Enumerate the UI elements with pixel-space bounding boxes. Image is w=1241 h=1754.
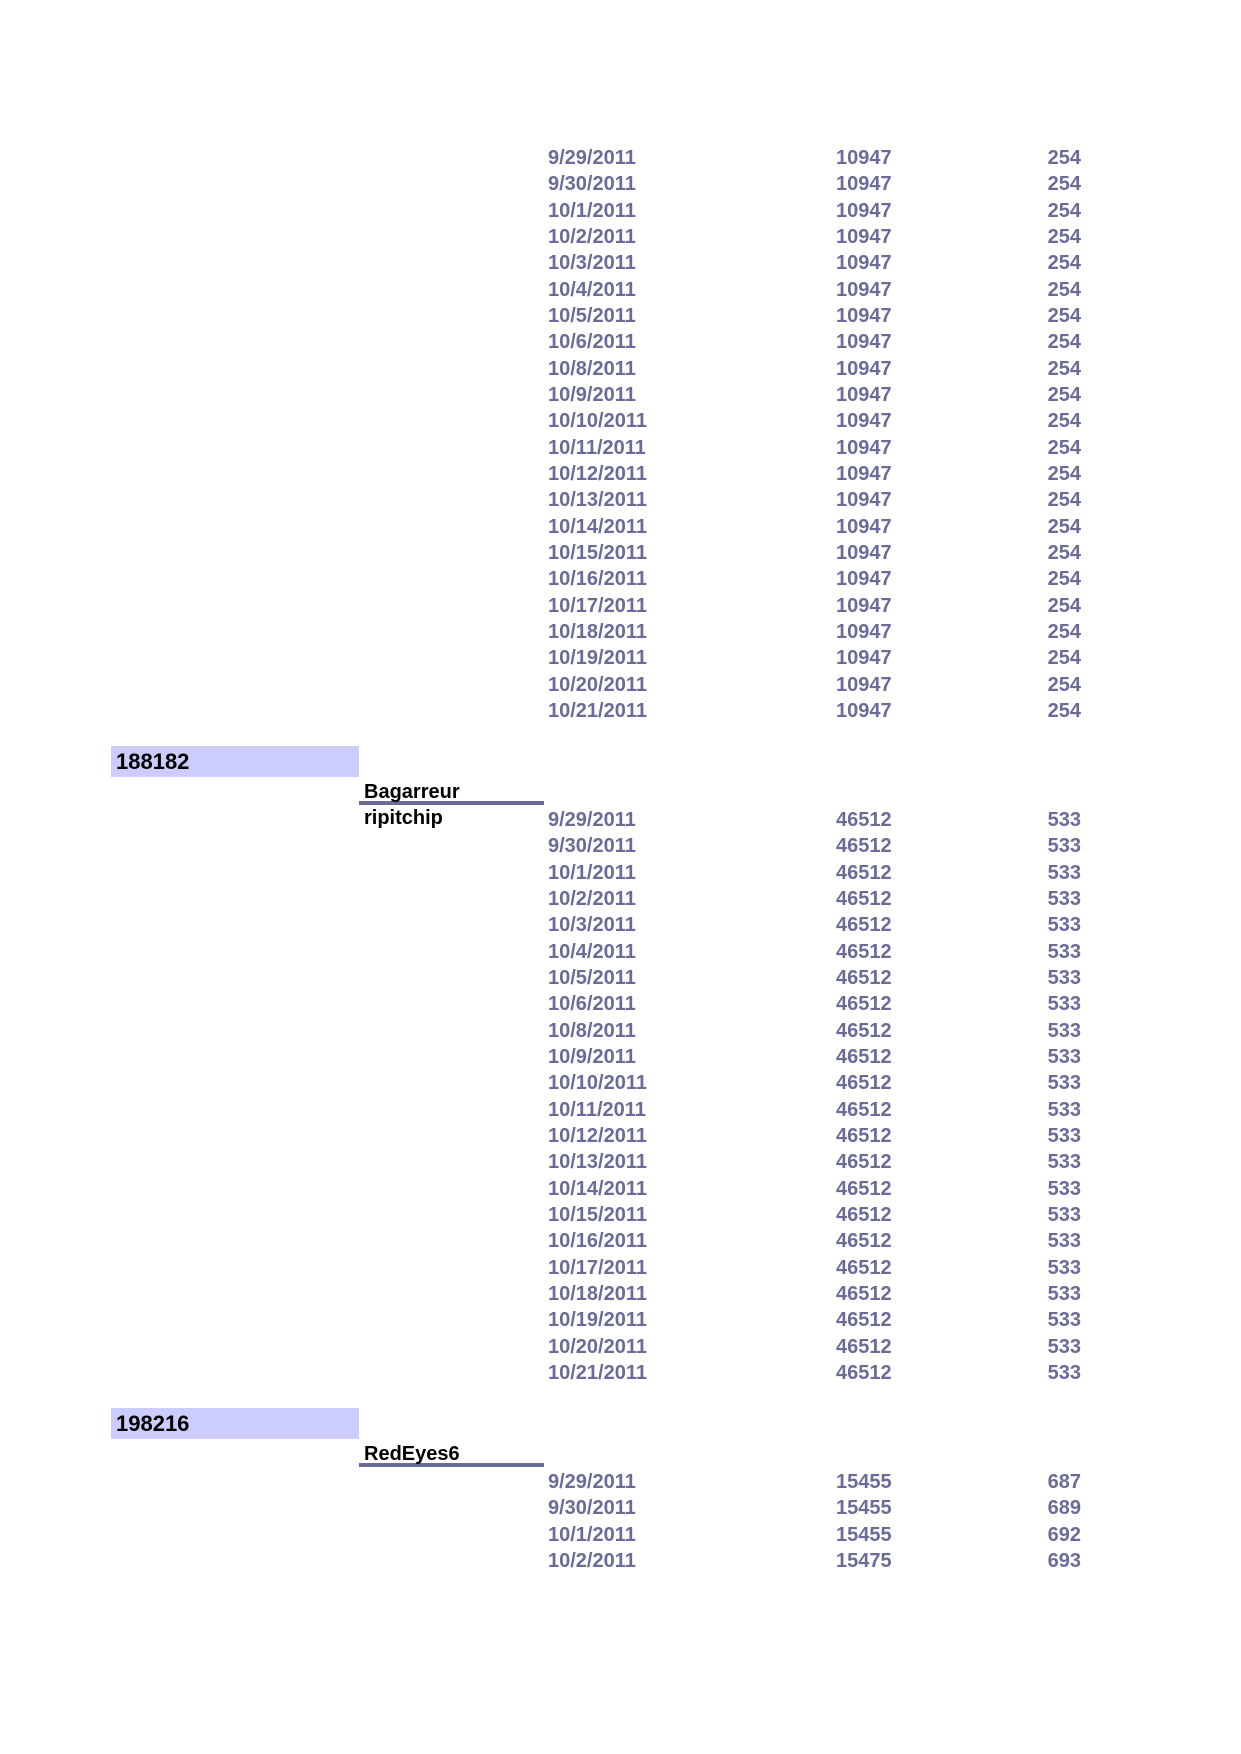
row-value-2: 689: [1047, 1497, 1081, 1519]
row-value-1: 46512: [836, 888, 892, 910]
row-date: 10/18/2011: [548, 621, 647, 643]
table-row: [0, 860, 1241, 886]
row-date: 10/19/2011: [548, 647, 647, 669]
table-row: [0, 171, 1241, 197]
row-date: 10/8/2011: [548, 358, 636, 380]
row-date: 10/19/2011: [548, 1309, 647, 1331]
group-name: RedEyes6: [359, 1441, 544, 1467]
table-row: [0, 1018, 1241, 1044]
row-date: 9/29/2011: [548, 1471, 636, 1493]
row-value-1: 46512: [836, 993, 892, 1015]
row-value-1: 10947: [836, 279, 892, 301]
row-value-1: 46512: [836, 1046, 892, 1068]
row-value-2: 254: [1047, 542, 1081, 564]
row-value-2: 254: [1047, 410, 1081, 432]
row-value-2: 254: [1047, 305, 1081, 327]
row-value-1: 46512: [836, 1020, 892, 1042]
row-value-1: 46512: [836, 941, 892, 963]
row-value-2: 533: [1047, 1125, 1081, 1147]
table-row: [0, 303, 1241, 329]
row-date: 10/15/2011: [548, 1204, 647, 1226]
table-row: [0, 277, 1241, 303]
row-date: 10/4/2011: [548, 279, 636, 301]
row-date: 10/17/2011: [548, 1257, 647, 1279]
row-value-1: 46512: [836, 914, 892, 936]
row-date: 10/14/2011: [548, 1178, 647, 1200]
row-date: 9/30/2011: [548, 173, 636, 195]
row-value-1: 10947: [836, 252, 892, 274]
row-value-1: 10947: [836, 595, 892, 617]
row-value-1: 15455: [836, 1524, 892, 1546]
row-value-1: 10947: [836, 647, 892, 669]
table-row: [0, 912, 1241, 938]
table-row: [0, 1307, 1241, 1333]
table-row: [0, 408, 1241, 434]
row-value-1: 10947: [836, 384, 892, 406]
table-row: [0, 939, 1241, 965]
row-value-1: 46512: [836, 1309, 892, 1331]
row-value-2: 533: [1047, 941, 1081, 963]
row-date: 10/16/2011: [548, 1230, 647, 1252]
row-value-2: 533: [1047, 1309, 1081, 1331]
row-value-1: 46512: [836, 835, 892, 857]
table-row: [0, 1176, 1241, 1202]
table-row: [0, 1123, 1241, 1149]
table-row: [0, 1097, 1241, 1123]
row-value-1: 46512: [836, 1099, 892, 1121]
row-value-2: 254: [1047, 516, 1081, 538]
row-value-1: 46512: [836, 1336, 892, 1358]
table-row: [0, 356, 1241, 382]
table-row: [0, 807, 1241, 833]
table-row: [0, 833, 1241, 859]
row-value-2: 533: [1047, 1020, 1081, 1042]
row-date: 10/21/2011: [548, 700, 647, 722]
table-row: [0, 487, 1241, 513]
table-row: [0, 435, 1241, 461]
row-value-2: 533: [1047, 1151, 1081, 1173]
row-value-1: 46512: [836, 1230, 892, 1252]
row-date: 10/8/2011: [548, 1020, 636, 1042]
row-value-2: 254: [1047, 647, 1081, 669]
row-value-1: 46512: [836, 1362, 892, 1384]
row-value-1: 10947: [836, 516, 892, 538]
row-date: 10/9/2011: [548, 384, 636, 406]
table-row: [0, 1044, 1241, 1070]
row-value-1: 10947: [836, 489, 892, 511]
row-value-1: 46512: [836, 1178, 892, 1200]
row-value-2: 533: [1047, 888, 1081, 910]
table-row: [0, 566, 1241, 592]
row-value-1: 46512: [836, 1257, 892, 1279]
row-value-2: 254: [1047, 595, 1081, 617]
row-value-1: 46512: [836, 1125, 892, 1147]
row-value-1: 46512: [836, 1072, 892, 1094]
row-date: 10/21/2011: [548, 1362, 647, 1384]
table-row: [0, 1070, 1241, 1096]
group-name: Bagarreur ripitchip: [359, 779, 544, 805]
row-date: 10/4/2011: [548, 941, 636, 963]
row-date: 10/3/2011: [548, 252, 636, 274]
table-row: [0, 145, 1241, 171]
table-row: [0, 540, 1241, 566]
table-row: [0, 886, 1241, 912]
row-date: 9/29/2011: [548, 809, 636, 831]
row-value-2: 254: [1047, 674, 1081, 696]
row-value-2: 533: [1047, 835, 1081, 857]
table-row: [0, 1334, 1241, 1360]
row-value-2: 533: [1047, 1072, 1081, 1094]
row-date: 10/10/2011: [548, 1072, 647, 1094]
row-value-1: 10947: [836, 700, 892, 722]
row-date: 10/10/2011: [548, 410, 647, 432]
row-value-2: 692: [1047, 1524, 1081, 1546]
table-row: [0, 965, 1241, 991]
row-date: 10/2/2011: [548, 226, 636, 248]
row-value-1: 10947: [836, 410, 892, 432]
group-id-band: 198216: [111, 1408, 359, 1439]
table-row: [0, 461, 1241, 487]
row-value-2: 254: [1047, 331, 1081, 353]
table-row: [0, 1360, 1241, 1386]
row-value-1: 10947: [836, 621, 892, 643]
row-date: 10/11/2011: [548, 1099, 646, 1121]
row-date: 10/6/2011: [548, 993, 636, 1015]
row-date: 10/17/2011: [548, 595, 647, 617]
table-row: [0, 224, 1241, 250]
row-value-1: 46512: [836, 1151, 892, 1173]
row-date: 10/2/2011: [548, 888, 636, 910]
row-date: 10/9/2011: [548, 1046, 636, 1068]
row-date: 10/2/2011: [548, 1550, 636, 1572]
row-date: 10/12/2011: [548, 463, 647, 485]
table-row: [0, 1469, 1241, 1495]
table-row: [0, 672, 1241, 698]
row-date: 10/16/2011: [548, 568, 647, 590]
row-date: 10/11/2011: [548, 437, 646, 459]
row-date: 9/29/2011: [548, 147, 636, 169]
row-value-1: 10947: [836, 358, 892, 380]
row-value-2: 254: [1047, 700, 1081, 722]
row-value-2: 533: [1047, 1046, 1081, 1068]
row-value-2: 254: [1047, 279, 1081, 301]
table-row: [0, 1495, 1241, 1521]
row-value-1: 46512: [836, 862, 892, 884]
row-value-2: 687: [1047, 1471, 1081, 1493]
row-value-1: 10947: [836, 226, 892, 248]
row-value-2: 533: [1047, 1283, 1081, 1305]
row-value-2: 254: [1047, 252, 1081, 274]
row-date: 9/30/2011: [548, 835, 636, 857]
row-value-1: 15455: [836, 1497, 892, 1519]
table-row: [0, 198, 1241, 224]
table-row: [0, 1281, 1241, 1307]
table-row: [0, 645, 1241, 671]
row-date: 10/1/2011: [548, 862, 636, 884]
row-value-1: 46512: [836, 1283, 892, 1305]
row-value-2: 533: [1047, 993, 1081, 1015]
row-value-2: 533: [1047, 1257, 1081, 1279]
row-value-1: 46512: [836, 1204, 892, 1226]
row-value-1: 46512: [836, 809, 892, 831]
row-value-1: 10947: [836, 305, 892, 327]
table-row: [0, 329, 1241, 355]
row-value-2: 533: [1047, 967, 1081, 989]
row-date: 10/14/2011: [548, 516, 647, 538]
table-row: [0, 991, 1241, 1017]
table-row: [0, 1149, 1241, 1175]
row-value-1: 10947: [836, 568, 892, 590]
row-date: 10/6/2011: [548, 331, 636, 353]
row-date: 10/1/2011: [548, 1524, 636, 1546]
row-date: 10/18/2011: [548, 1283, 647, 1305]
row-value-1: 10947: [836, 200, 892, 222]
row-value-2: 254: [1047, 489, 1081, 511]
row-value-2: 533: [1047, 1336, 1081, 1358]
table-row: [0, 1202, 1241, 1228]
table-row: [0, 250, 1241, 276]
row-date: 10/13/2011: [548, 489, 647, 511]
row-value-2: 533: [1047, 1178, 1081, 1200]
table-row: [0, 382, 1241, 408]
row-value-2: 533: [1047, 862, 1081, 884]
table-row: [0, 1255, 1241, 1281]
row-value-2: 254: [1047, 147, 1081, 169]
row-date: 10/1/2011: [548, 200, 636, 222]
row-value-2: 533: [1047, 1362, 1081, 1384]
row-value-2: 533: [1047, 809, 1081, 831]
row-value-2: 254: [1047, 437, 1081, 459]
table-row: [0, 619, 1241, 645]
row-date: 10/13/2011: [548, 1151, 647, 1173]
row-date: 9/30/2011: [548, 1497, 636, 1519]
row-date: 10/20/2011: [548, 1336, 647, 1358]
row-value-1: 10947: [836, 437, 892, 459]
row-value-1: 46512: [836, 967, 892, 989]
table-row: [0, 514, 1241, 540]
row-value-1: 10947: [836, 463, 892, 485]
row-value-1: 10947: [836, 674, 892, 696]
table-row: [0, 1522, 1241, 1548]
row-value-2: 533: [1047, 1204, 1081, 1226]
table-row: [0, 1548, 1241, 1574]
row-value-1: 10947: [836, 542, 892, 564]
table-row: [0, 1228, 1241, 1254]
row-value-1: 10947: [836, 147, 892, 169]
row-value-2: 693: [1047, 1550, 1081, 1572]
row-value-2: 254: [1047, 173, 1081, 195]
row-date: 10/20/2011: [548, 674, 647, 696]
row-value-2: 533: [1047, 1230, 1081, 1252]
row-date: 10/3/2011: [548, 914, 636, 936]
row-value-2: 254: [1047, 200, 1081, 222]
row-value-2: 254: [1047, 384, 1081, 406]
row-date: 10/5/2011: [548, 967, 636, 989]
row-value-2: 254: [1047, 463, 1081, 485]
row-value-2: 254: [1047, 358, 1081, 380]
row-date: 10/15/2011: [548, 542, 647, 564]
row-date: 10/12/2011: [548, 1125, 647, 1147]
row-value-2: 533: [1047, 914, 1081, 936]
table-row: [0, 593, 1241, 619]
table-row: [0, 698, 1241, 724]
row-value-1: 10947: [836, 331, 892, 353]
row-value-2: 254: [1047, 621, 1081, 643]
row-value-2: 254: [1047, 568, 1081, 590]
group-id-band: 188182: [111, 746, 359, 777]
row-date: 10/5/2011: [548, 305, 636, 327]
row-value-1: 10947: [836, 173, 892, 195]
row-value-2: 533: [1047, 1099, 1081, 1121]
row-value-2: 254: [1047, 226, 1081, 248]
row-value-1: 15475: [836, 1550, 892, 1572]
row-value-1: 15455: [836, 1471, 892, 1493]
